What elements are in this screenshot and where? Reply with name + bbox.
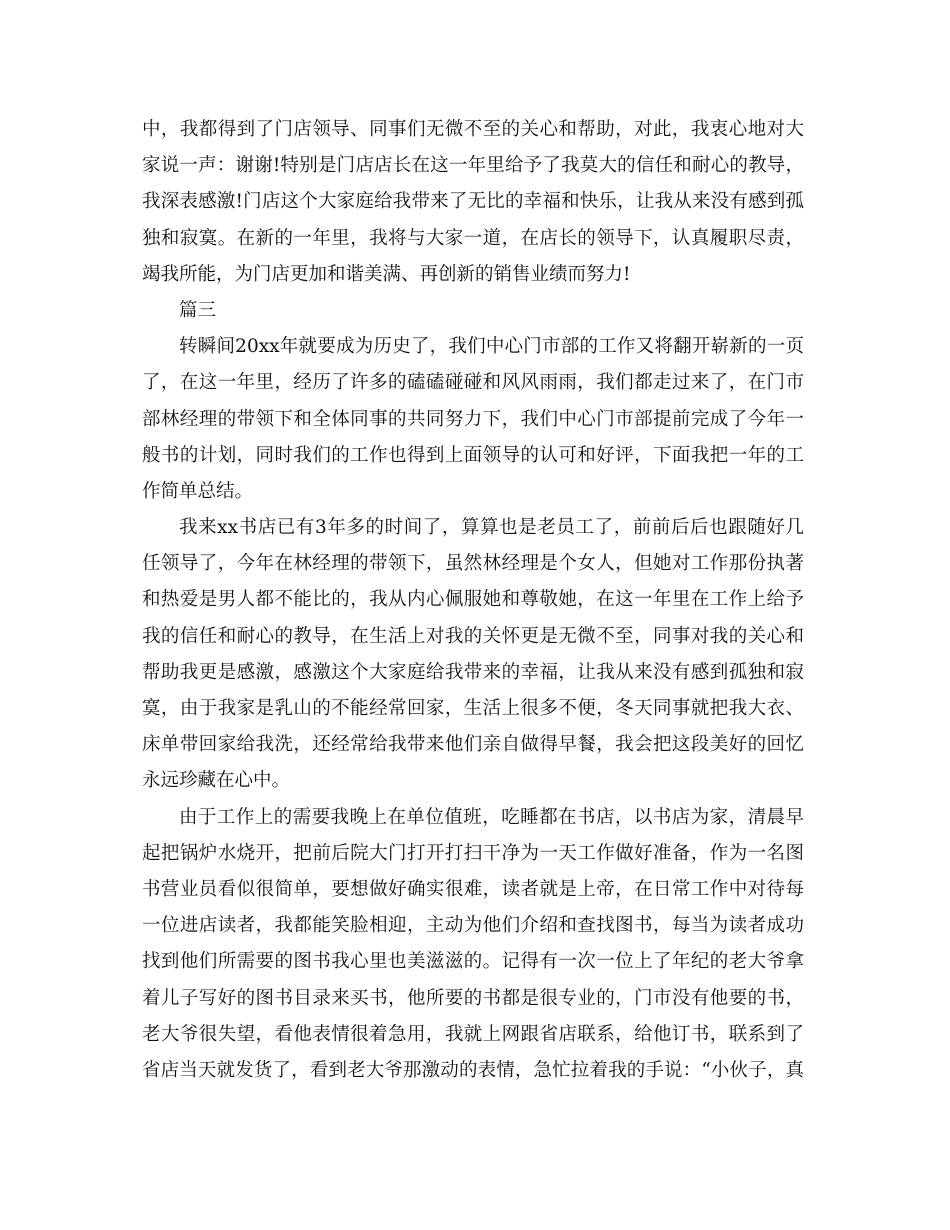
text-line: 省店当天就发货了，看到老大爷那激动的表情，急忙拉着我的手说：“小伙子，真 bbox=[142, 1059, 804, 1081]
text-line: 我深表感激!门店这个大家庭给我带来了无比的幸福和快乐，让我从来没有感到孤 bbox=[142, 191, 804, 213]
text-line: 永远珍藏在心中。 bbox=[142, 770, 291, 792]
text-line: 独和寂寞。在新的一年里，我将与大家一道，在店长的领导下，认真履职尽责， bbox=[142, 227, 804, 249]
text-line: 一位进店读者，我都能笑脸相迎，主动为他们介绍和查找图书，每当为读者成功 bbox=[142, 915, 804, 937]
text-line: 着儿子写好的图书目录来买书，他所要的书都是很专业的，门市没有他要的书， bbox=[142, 987, 804, 1009]
text-line: 由于工作上的需要我晚上在单位值班，吃睡都在书店，以书店为家，清晨早 bbox=[179, 806, 804, 828]
text-line: 起把锅炉水烧开，把前后院大门打开打扫干净为一天工作做好准备，作为一名图 bbox=[142, 842, 804, 864]
text-line: 家说一声：谢谢!特别是门店店长在这一年里给予了我莫大的信任和耐心的教导， bbox=[142, 155, 804, 177]
text-line: 作简单总结。 bbox=[142, 480, 254, 502]
text-line: 和热爱是男人都不能比的，我从内心佩服她和尊敬她，在这一年里在工作上给予 bbox=[142, 589, 804, 611]
text-line: 般书的计划，同时我们的工作也得到上面领导的认可和好评，下面我把一年的工 bbox=[142, 444, 804, 466]
text-line: 找到他们所需要的图书我心里也美滋滋的。记得有一次一位上了年纪的老大爷拿 bbox=[142, 951, 804, 973]
text-line: 帮助我更是感激，感激这个大家庭给我带来的幸福，让我从来没有感到孤独和寂 bbox=[142, 661, 804, 683]
text-line: 寞，由于我家是乳山的不能经常回家，生活上很多不便，冬天同事就把我大衣、 bbox=[142, 698, 804, 719]
text-line: 书营业员看似很简单，要想做好确实很难，读者就是上帝，在日常工作中对待每 bbox=[142, 878, 804, 900]
text-line: 竭我所能，为门店更加和谐美满、再创新的销售业绩而努力! bbox=[142, 263, 631, 285]
document-body bbox=[142, 112, 804, 1089]
text-line: 床单带回家给我洗，还经常给我带来他们亲自做得早餐，我会把这段美好的回忆 bbox=[142, 734, 804, 756]
text-line: 部林经理的带领下和全体同事的共同努力下，我们中心门市部提前完成了今年一 bbox=[142, 408, 804, 430]
text-line: 了，在这一年里，经历了许多的磕磕碰碰和风风雨雨，我们都走过来了，在门市 bbox=[142, 372, 804, 394]
text-line: 老大爷很失望，看他表情很着急用，我就上网跟省店联系，给他订书，联系到了 bbox=[142, 1023, 804, 1045]
text-line: 我来xx书店已有3年多的时间了，算算也是老员工了，前前后后也跟随好几 bbox=[179, 517, 804, 539]
text-line: 转瞬间20xx年就要成为历史了，我们中心门市部的工作又将翻开崭新的一页 bbox=[179, 336, 804, 358]
text-line: 我的信任和耐心的教导，在生活上对我的关怀更是无微不至，同事对我的关心和 bbox=[142, 625, 804, 647]
text-line: 任领导了，今年在林经理的带领下，虽然林经理是个女人，但她对工作那份执著 bbox=[142, 553, 804, 575]
section-heading: 篇三 bbox=[179, 299, 217, 321]
text-line: 中，我都得到了门店领导、同事们无微不至的关心和帮助，对此，我衷心地对大 bbox=[142, 119, 804, 140]
